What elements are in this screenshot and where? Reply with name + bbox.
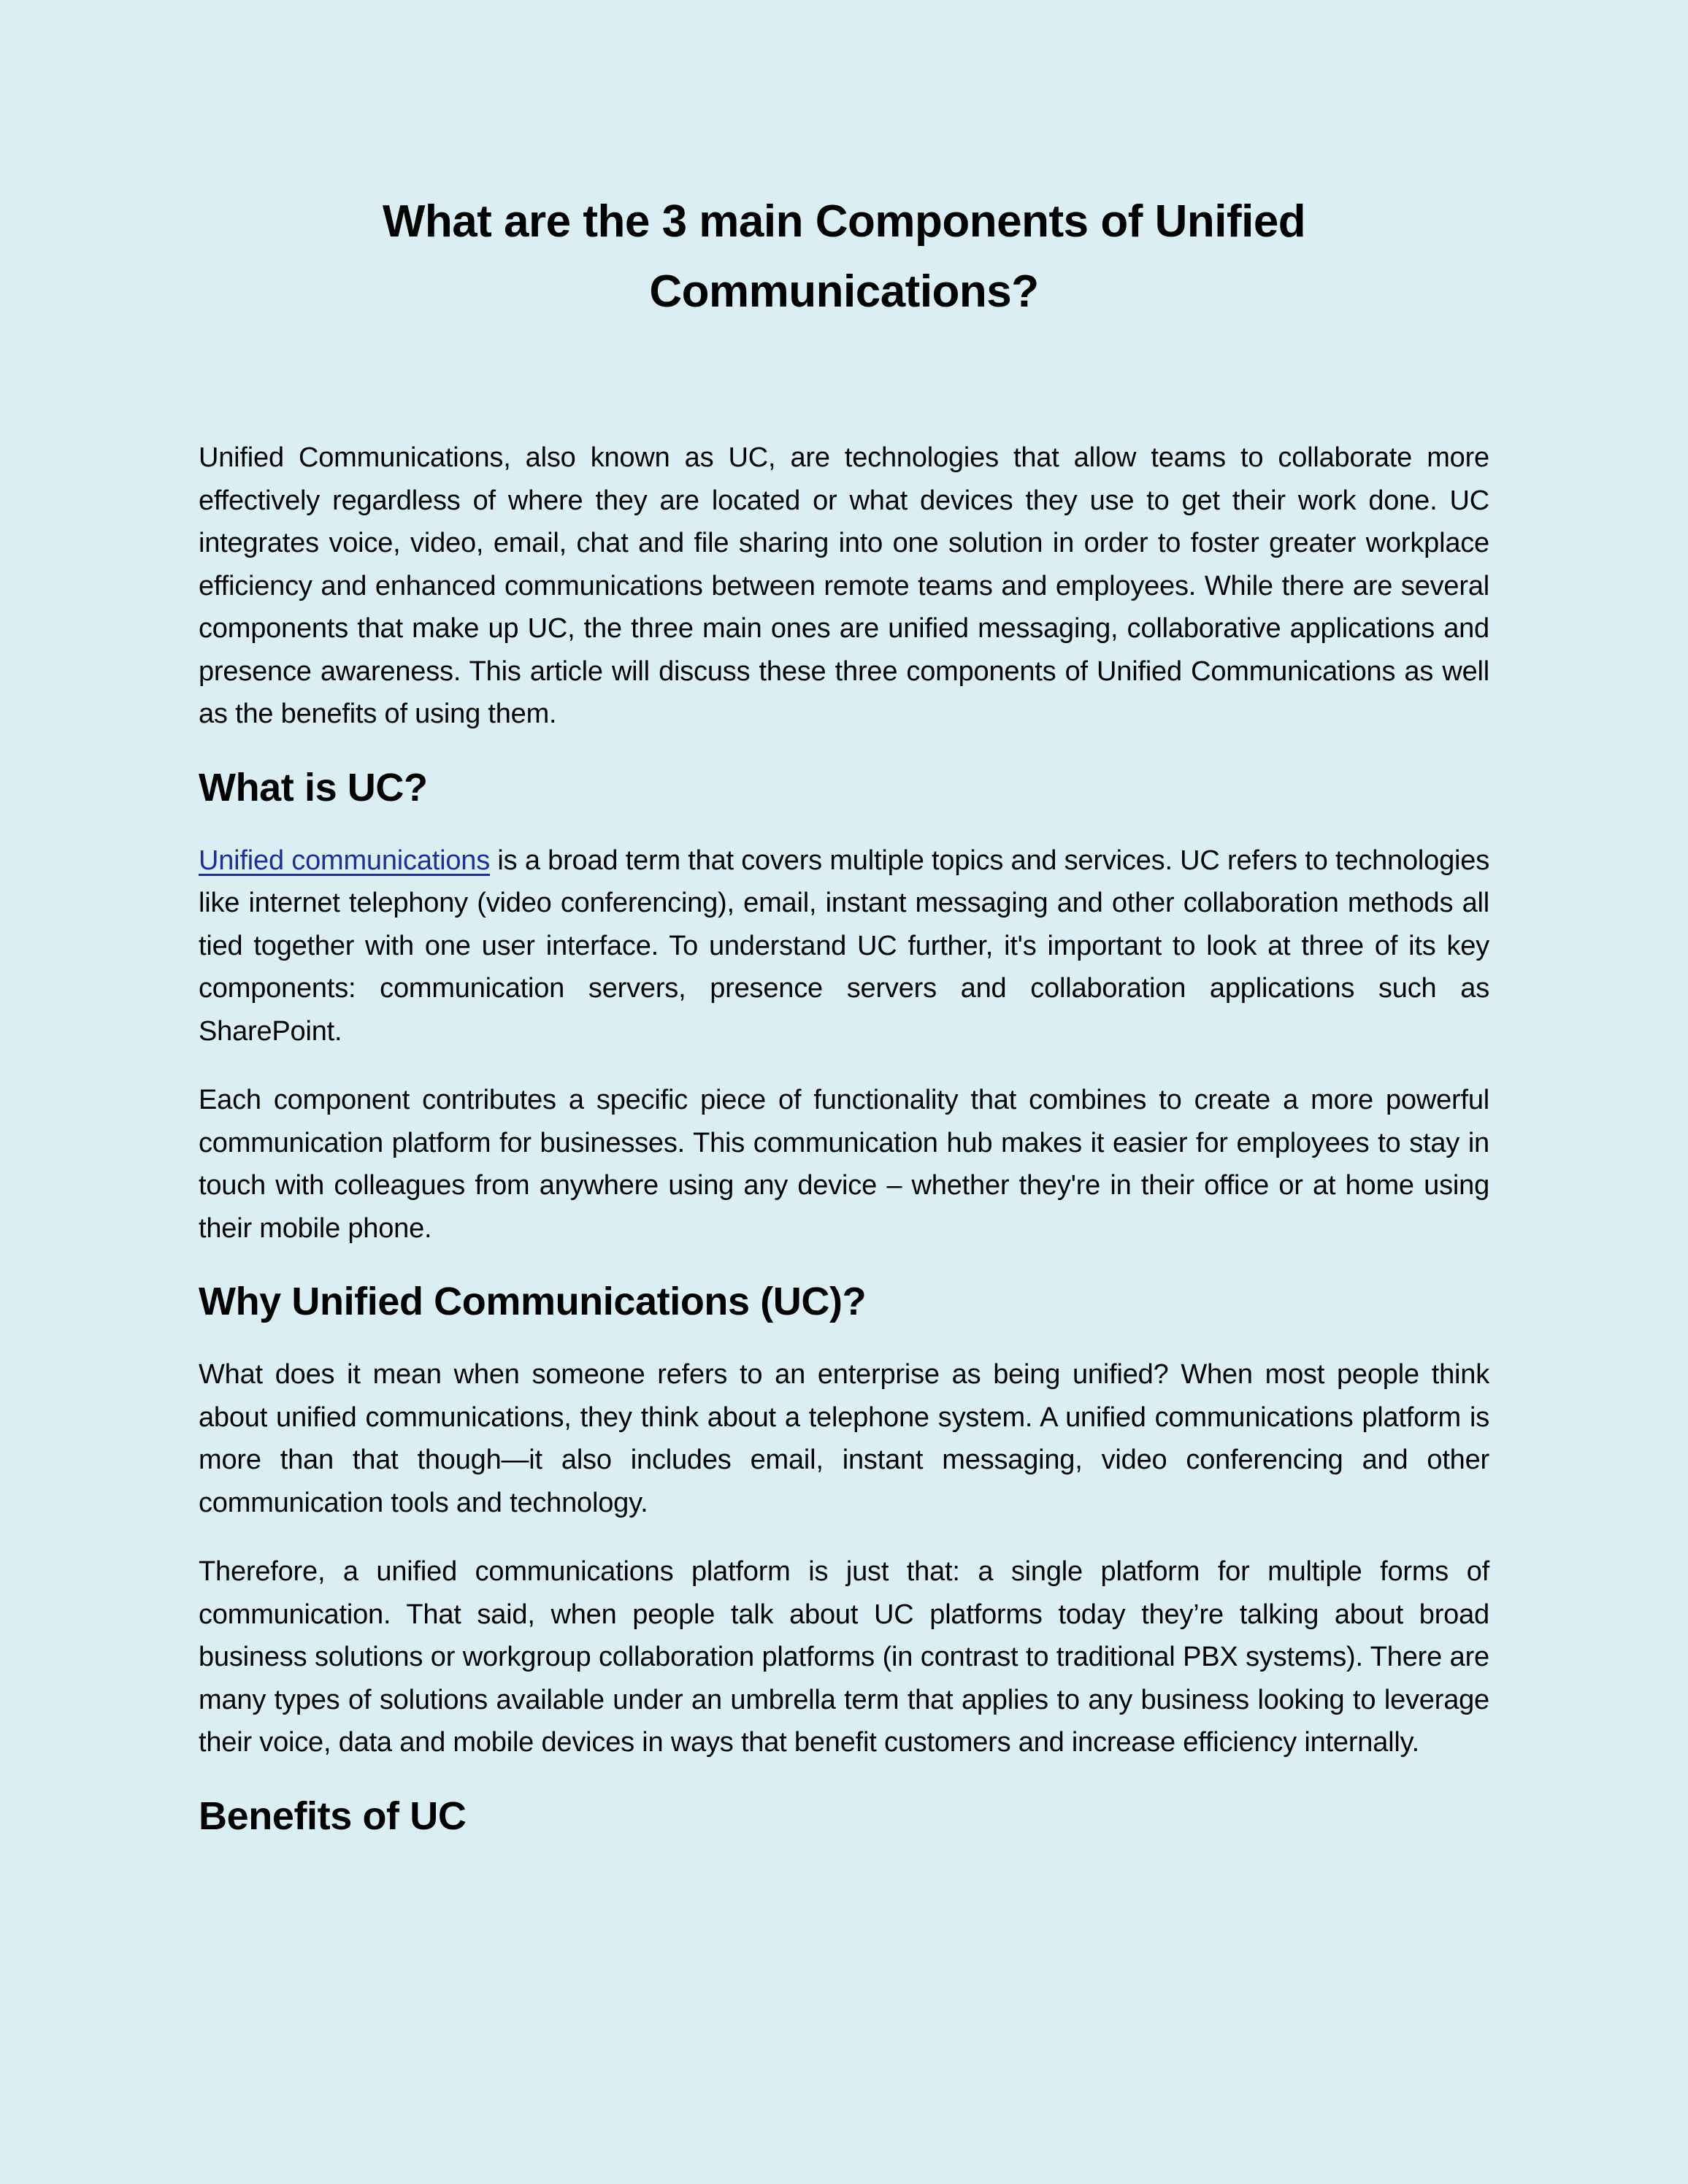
section-heading-benefits: Benefits of UC	[199, 1793, 467, 1838]
intro-paragraph: Unified Communications, also known as UC, are technologies that allow teams to collaborate more effectively regardless of where they are located or what devices they use to get their work done. UC integrates voice, video, email, chat and file sharing into one solution in order to foster greater workplace efficiency and enhanced communications between remote teams and employees. While there are several components that make up UC, the three main ones are unified messaging, collaborative applications and presence awareness. This article will discuss these three components of Unified Communications as well as the benefits of using them.	[199, 442, 1489, 729]
what-is-uc-paragraph-1	[199, 839, 1489, 1053]
section-heading-why-uc: Why Unified Communications (UC)?	[199, 1280, 867, 1323]
page-title	[199, 187, 1489, 327]
why-uc-paragraph-1: What does it mean when someone refers to an enterprise as being unified? When most people think about unified communications, they think about a telephone system. A unified communications platform is more than that though—it also includes email, instant messaging, video conferencing and other communication tools and technology.	[199, 1359, 1489, 1518]
section-heading-what-is-uc: What is UC?	[199, 765, 428, 810]
what-is-uc-paragraph-2: Each component contributes a specific piece of functionality that combines to create a more powerful communication platform for businesses. This communication hub makes it easier for employees to stay in touch with colleagues from anywhere using any device – whether they're in their office or at home using their mobile phone.	[199, 1085, 1489, 1244]
document-content	[199, 187, 1489, 1868]
why-uc-paragraph-2: Therefore, a unified communications platform is just that: a single platform for multiple forms of communication. That said, when people talk about UC platforms today they’re talking about broad business solutions or workgroup collaboration platforms (in contrast to traditional PBX systems). There are many types of solutions available under an umbrella term that applies to any business looking to leverage their voice, data and mobile devices in ways that benefit customers and increase efficiency internally.	[199, 1556, 1489, 1758]
page-title-line-2: Communications?	[649, 266, 1039, 317]
what-is-uc-paragraph-1-text: is a broad term that covers multiple topics and services. UC refers to technologies like internet telephony (video conferencing), email, instant messaging and other collaboration methods all tied together with one user interface. To understand UC further, it's important to look at three of its key components: communication servers, presence servers and collaboration applications such as SharePoint.	[199, 845, 1490, 1047]
page-title-line-1: What are the 3 main Components of Unified	[382, 196, 1306, 247]
unified-communications-link[interactable]: Unified communications	[199, 845, 491, 876]
